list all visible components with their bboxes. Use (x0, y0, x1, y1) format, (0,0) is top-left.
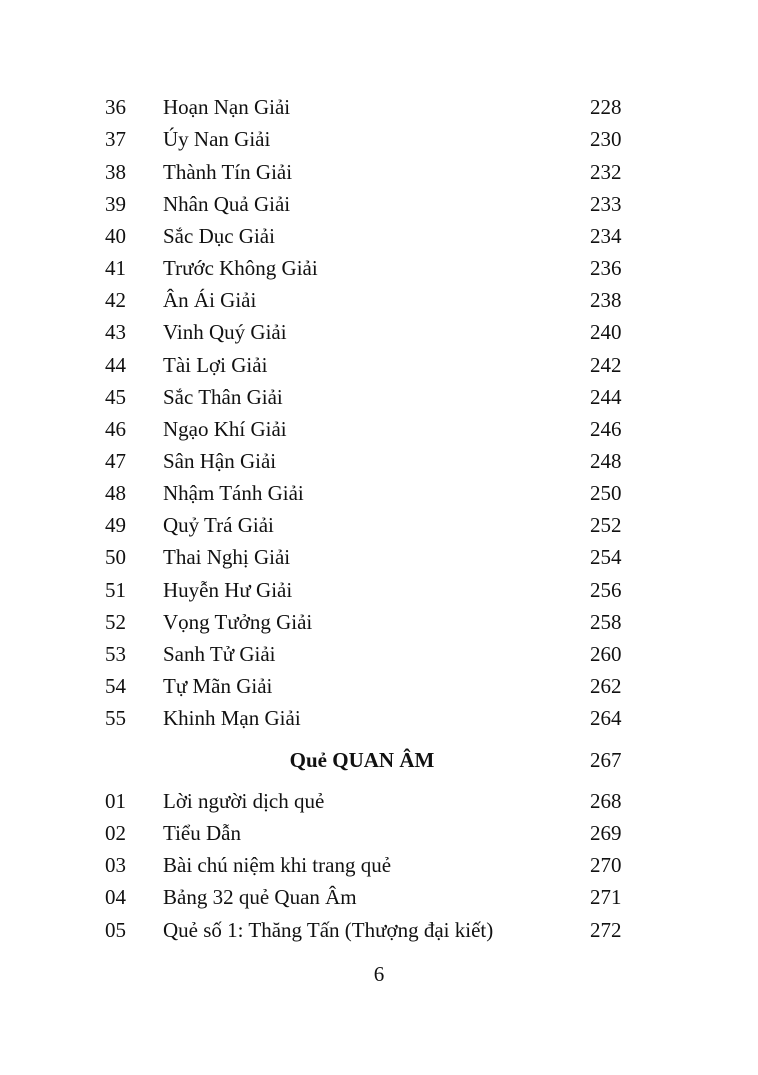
toc-title: Lời người dịch quẻ (163, 789, 325, 813)
toc-row (0, 156, 758, 188)
toc-number: 01 (105, 789, 126, 813)
toc-number: 02 (105, 821, 126, 845)
toc-row (0, 413, 758, 445)
toc-number: 43 (105, 320, 126, 344)
section-heading-row (0, 744, 758, 776)
toc-page: 269 (590, 821, 622, 845)
toc-page: 271 (590, 885, 622, 909)
toc-row (0, 477, 758, 509)
toc-row (0, 349, 758, 381)
toc-number: 50 (105, 545, 126, 569)
toc-number: 36 (105, 95, 126, 119)
toc-title: Trước Không Giải (163, 256, 318, 280)
toc-row (0, 284, 758, 316)
toc-page: 258 (590, 610, 622, 634)
toc-page: 260 (590, 642, 622, 666)
toc-row (0, 91, 758, 123)
toc-row (0, 817, 758, 849)
toc-row (0, 381, 758, 413)
toc-number: 04 (105, 885, 126, 909)
toc-number: 52 (105, 610, 126, 634)
toc-title: Ngạo Khí Giải (163, 417, 287, 441)
toc-row (0, 638, 758, 670)
toc-number: 47 (105, 449, 126, 473)
toc-page: 268 (590, 789, 622, 813)
toc-title: Bảng 32 quẻ Quan Âm (163, 885, 357, 909)
page-number: 6 (373, 962, 385, 986)
section-title: Quẻ QUAN ÂM (289, 748, 435, 772)
toc-page: 242 (590, 353, 622, 377)
toc-title: Vọng Tưởng Giải (163, 610, 313, 634)
toc-title: Quỷ Trá Giải (163, 513, 274, 537)
toc-number: 40 (105, 224, 126, 248)
toc-row (0, 670, 758, 702)
toc-number: 53 (105, 642, 126, 666)
toc-number: 45 (105, 385, 126, 409)
toc-number: 51 (105, 578, 126, 602)
toc-row (0, 541, 758, 573)
toc-number: 05 (105, 918, 126, 942)
toc-title: Nhậm Tánh Giải (163, 481, 304, 505)
toc-title: Khinh Mạn Giải (163, 706, 301, 730)
toc-row (0, 849, 758, 881)
toc-page: 240 (590, 320, 622, 344)
toc-number: 54 (105, 674, 126, 698)
toc-row (0, 252, 758, 284)
toc-page: 272 (590, 918, 622, 942)
toc-title: Huyễn Hư Giải (163, 578, 293, 602)
toc-page: 244 (590, 385, 622, 409)
toc-title: Ân Ái Giải (163, 288, 257, 312)
toc-title: Thành Tín Giải (163, 160, 293, 184)
toc-title: Sắc Thân Giải (163, 385, 283, 409)
toc-number: 42 (105, 288, 126, 312)
toc-number: 44 (105, 353, 126, 377)
section-page: 267 (590, 748, 622, 772)
toc-number: 37 (105, 127, 126, 151)
toc-title: Sân Hận Giải (163, 449, 277, 473)
toc-page: 230 (590, 127, 622, 151)
toc-row (0, 702, 758, 734)
toc-title: Tự Mãn Giải (163, 674, 273, 698)
toc-title: Sắc Dục Giải (163, 224, 275, 248)
toc-title: Sanh Tử Giải (163, 642, 276, 666)
toc-number: 46 (105, 417, 126, 441)
toc-page: 232 (590, 160, 622, 184)
toc-title: Vinh Quý Giải (163, 320, 287, 344)
toc-row (0, 188, 758, 220)
toc-number: 48 (105, 481, 126, 505)
toc-title: Úy Nan Giải (163, 127, 271, 151)
toc-page: 233 (590, 192, 622, 216)
toc-number: 38 (105, 160, 126, 184)
toc-row (0, 509, 758, 541)
toc-row (0, 914, 758, 946)
toc-page: 264 (590, 706, 622, 730)
toc-row (0, 445, 758, 477)
toc-number: 41 (105, 256, 126, 280)
toc-number: 39 (105, 192, 126, 216)
toc-row (0, 220, 758, 252)
toc-title: Nhân Quả Giải (163, 192, 291, 216)
toc-title: Hoạn Nạn Giải (163, 95, 291, 119)
toc-page: 234 (590, 224, 622, 248)
toc-page: 252 (590, 513, 622, 537)
toc-page: 248 (590, 449, 622, 473)
toc-page: 262 (590, 674, 622, 698)
toc-row (0, 574, 758, 606)
toc-title: Tài Lợi Giải (163, 353, 268, 377)
toc-page: 236 (590, 256, 622, 280)
toc-number: 49 (105, 513, 126, 537)
toc-page: 270 (590, 853, 622, 877)
toc-title: Thai Nghị Giải (163, 545, 291, 569)
toc-page: 256 (590, 578, 622, 602)
toc-row (0, 881, 758, 913)
toc-page: 254 (590, 545, 622, 569)
toc-row (0, 606, 758, 638)
toc-page: 250 (590, 481, 622, 505)
toc-row (0, 316, 758, 348)
toc-title: Tiểu Dẫn (163, 821, 241, 845)
toc-row (0, 785, 758, 817)
toc-page: 228 (590, 95, 622, 119)
toc-page: 246 (590, 417, 622, 441)
toc-row (0, 123, 758, 155)
toc-title: Bài chú niệm khi trang quẻ (163, 853, 392, 877)
toc-number: 55 (105, 706, 126, 730)
toc-title: Quẻ số 1: Thăng Tấn (Thượng đại kiết) (163, 918, 494, 942)
toc-page: 238 (590, 288, 622, 312)
toc-number: 03 (105, 853, 126, 877)
